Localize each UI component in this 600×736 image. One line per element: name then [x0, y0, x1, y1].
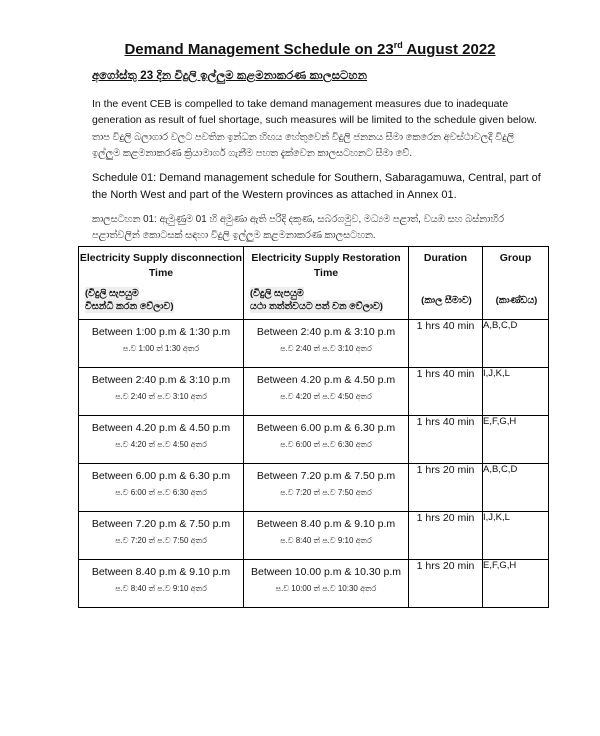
header-row	[79, 247, 549, 320]
header-restoration-line2: Time	[313, 267, 339, 279]
group-cell: I,J,K,L	[483, 512, 549, 560]
disconnect-cell	[79, 512, 244, 560]
disconnect-cell	[79, 464, 244, 512]
page-title	[80, 40, 540, 58]
restore-time-si: ප.ව 8:40 ත් ප.ව 9:10 අතර	[280, 536, 372, 545]
table-header	[79, 247, 549, 320]
group-cell: I,J,K,L	[483, 368, 549, 416]
header-group-si: (කාණ්ඩය)	[495, 295, 538, 306]
schedule-paragraph-sinhala: කාලසටහන 01: ඇමුණුම 01 හි අමුණා ඇති පරිදි දකුණ, සබරගමුව, මධ්‍යම පළාත්, වයඹ සහ බස්නාහිර පළාත්වලින් කොටසක් සඳහා විදුලි ඉල්ලුම කළමනාකරණ කාලසටහන.	[92, 214, 504, 241]
header-restoration-cell	[244, 247, 409, 320]
disconnect-time: Between 2:40 p.m & 3:10 p.m	[91, 374, 231, 386]
disconnect-cell	[79, 560, 244, 608]
table-row	[79, 320, 549, 368]
restore-time: Between 4.20 p.m & 4.50 p.m	[256, 374, 396, 386]
disconnect-time-si: ප.ව 8:40 ත් ප.ව 9:10 අතර	[115, 584, 207, 593]
disconnect-time: Between 1:00 p.m & 1:30 p.m	[91, 326, 231, 338]
duration-cell: 1 hrs 40 min	[409, 320, 483, 368]
disconnect-cell	[79, 368, 244, 416]
intro-paragraph-sinhala: තාප විදුලි බලාගාර වලට පවතින ඉන්ධන හිඟය හේතුවෙන් විදුලි ජනනය සීමා කෙරෙන අවස්ථාවලදී විදුලි ඉල්ලුම කළමනාකරණ ක්‍රියාමාර්ග ගැනීම පහත දැක්වෙන කාලසටහනට සීමා වේ.	[92, 132, 515, 159]
header-restoration-si-line2: යථා තත්ත්වයට පත් වන වේලාව)	[250, 301, 383, 312]
disconnect-time: Between 6.00 p.m & 6.30 p.m	[91, 470, 231, 482]
restore-time: Between 10.00 p.m & 10.30 p.m	[250, 566, 401, 578]
restore-cell	[244, 320, 409, 368]
disconnect-time-si: ප.ව 1:00 ත් 1:30 අතර	[122, 344, 200, 353]
restore-cell	[244, 512, 409, 560]
group-cell: A,B,C,D	[483, 320, 549, 368]
title-tail: August 2022	[402, 41, 496, 58]
restore-cell	[244, 464, 409, 512]
header-disconnection-si-line1: (විදුලි සැපයුම	[85, 288, 139, 299]
header-restoration-si-line1: (විදුලි සැපයුම	[250, 288, 304, 299]
restore-time-si: ප.ව 4:20 ත් ප.ව 4:50 අතර	[280, 392, 372, 401]
intro-paragraph-english: In the event CEB is compelled to take demand management measures due to inadequate generation as result of fuel shortage, such measures will be limited to the schedule given below.	[92, 98, 537, 126]
header-disconnection-cell	[79, 247, 244, 320]
table-row	[79, 416, 549, 464]
table-body	[79, 320, 549, 608]
title-superscript: rd	[393, 40, 403, 50]
header-duration-cell	[409, 247, 483, 320]
header-disconnection-line1: Electricity Supply disconnection	[79, 252, 243, 264]
table-row	[79, 464, 549, 512]
header-group: Group	[499, 252, 532, 264]
duration-cell: 1 hrs 40 min	[409, 368, 483, 416]
duration-cell: 1 hrs 20 min	[409, 464, 483, 512]
disconnect-time: Between 7.20 p.m & 7.50 p.m	[91, 518, 231, 530]
duration-cell: 1 hrs 40 min	[409, 416, 483, 464]
duration-cell: 1 hrs 20 min	[409, 560, 483, 608]
table-row	[79, 368, 549, 416]
restore-cell	[244, 416, 409, 464]
table-row	[79, 560, 549, 608]
disconnect-time: Between 4.20 p.m & 4.50 p.m	[91, 422, 231, 434]
schedule-table	[78, 246, 549, 608]
restore-cell	[244, 560, 409, 608]
title-text: Demand Management Schedule on 23	[124, 41, 394, 58]
duration-cell: 1 hrs 20 min	[409, 512, 483, 560]
restore-time-si: ප.ව 6:00 ත් ප.ව 6:30 අතර	[280, 440, 372, 449]
restore-time-si: ප.ව 10:00 ත් ප.ව 10:30 අතර	[275, 584, 377, 593]
group-cell: E,F,G,H	[483, 416, 549, 464]
restore-time: Between 8.40 p.m & 9.10 p.m	[256, 518, 396, 530]
table-row	[79, 512, 549, 560]
restore-time: Between 7.20 p.m & 7.50 p.m	[256, 470, 396, 482]
restore-time-si: ප.ව 2:40 ත් ප.ව 3:10 අතර	[280, 344, 372, 353]
header-duration-si: (කාල සීමාව)	[421, 295, 472, 306]
header-duration: Duration	[423, 252, 468, 264]
header-restoration-line1: Electricity Supply Restoration	[251, 252, 401, 264]
disconnect-cell	[79, 320, 244, 368]
disconnect-time: Between 8.40 p.m & 9.10 p.m	[91, 566, 231, 578]
header-disconnection-line2: Time	[148, 267, 174, 279]
restore-time: Between 2:40 p.m & 3:10 p.m	[256, 326, 396, 338]
header-group-cell	[483, 247, 549, 320]
sinhala-subtitle: අගෝස්තු 23 දින විදුලි ඉල්ලුම කළමනාකරණ කාලසටහන	[92, 70, 368, 82]
restore-time: Between 6.00 p.m & 6.30 p.m	[256, 422, 396, 434]
disconnect-time-si: ප.ව 7:20 ත් ප.ව 7:50 අතර	[115, 536, 207, 545]
disconnect-cell	[79, 416, 244, 464]
header-disconnection-si-line2: විසන්ධි කරන වේලාව)	[85, 301, 174, 312]
disconnect-time-si: ප.ව 4:20 ත් ප.ව 4:50 අතර	[115, 440, 207, 449]
restore-cell	[244, 368, 409, 416]
schedule-paragraph-english: Schedule 01: Demand management schedule for Southern, Sabaragamuwa, Central, part of the North West and part of the Western provinces as attached in Annex 01.	[92, 172, 541, 201]
disconnect-time-si: ප.ව 2:40 ත් ප.ව 3:10 අතර	[115, 392, 207, 401]
disconnect-time-si: ප.ව 6:00 ත් ප.ව 6:30 අතර	[115, 488, 207, 497]
restore-time-si: ප.ව 7:20 ත් ප.ව 7:50 අතර	[280, 488, 372, 497]
group-cell: E,F,G,H	[483, 560, 549, 608]
group-cell: A,B,C,D	[483, 464, 549, 512]
